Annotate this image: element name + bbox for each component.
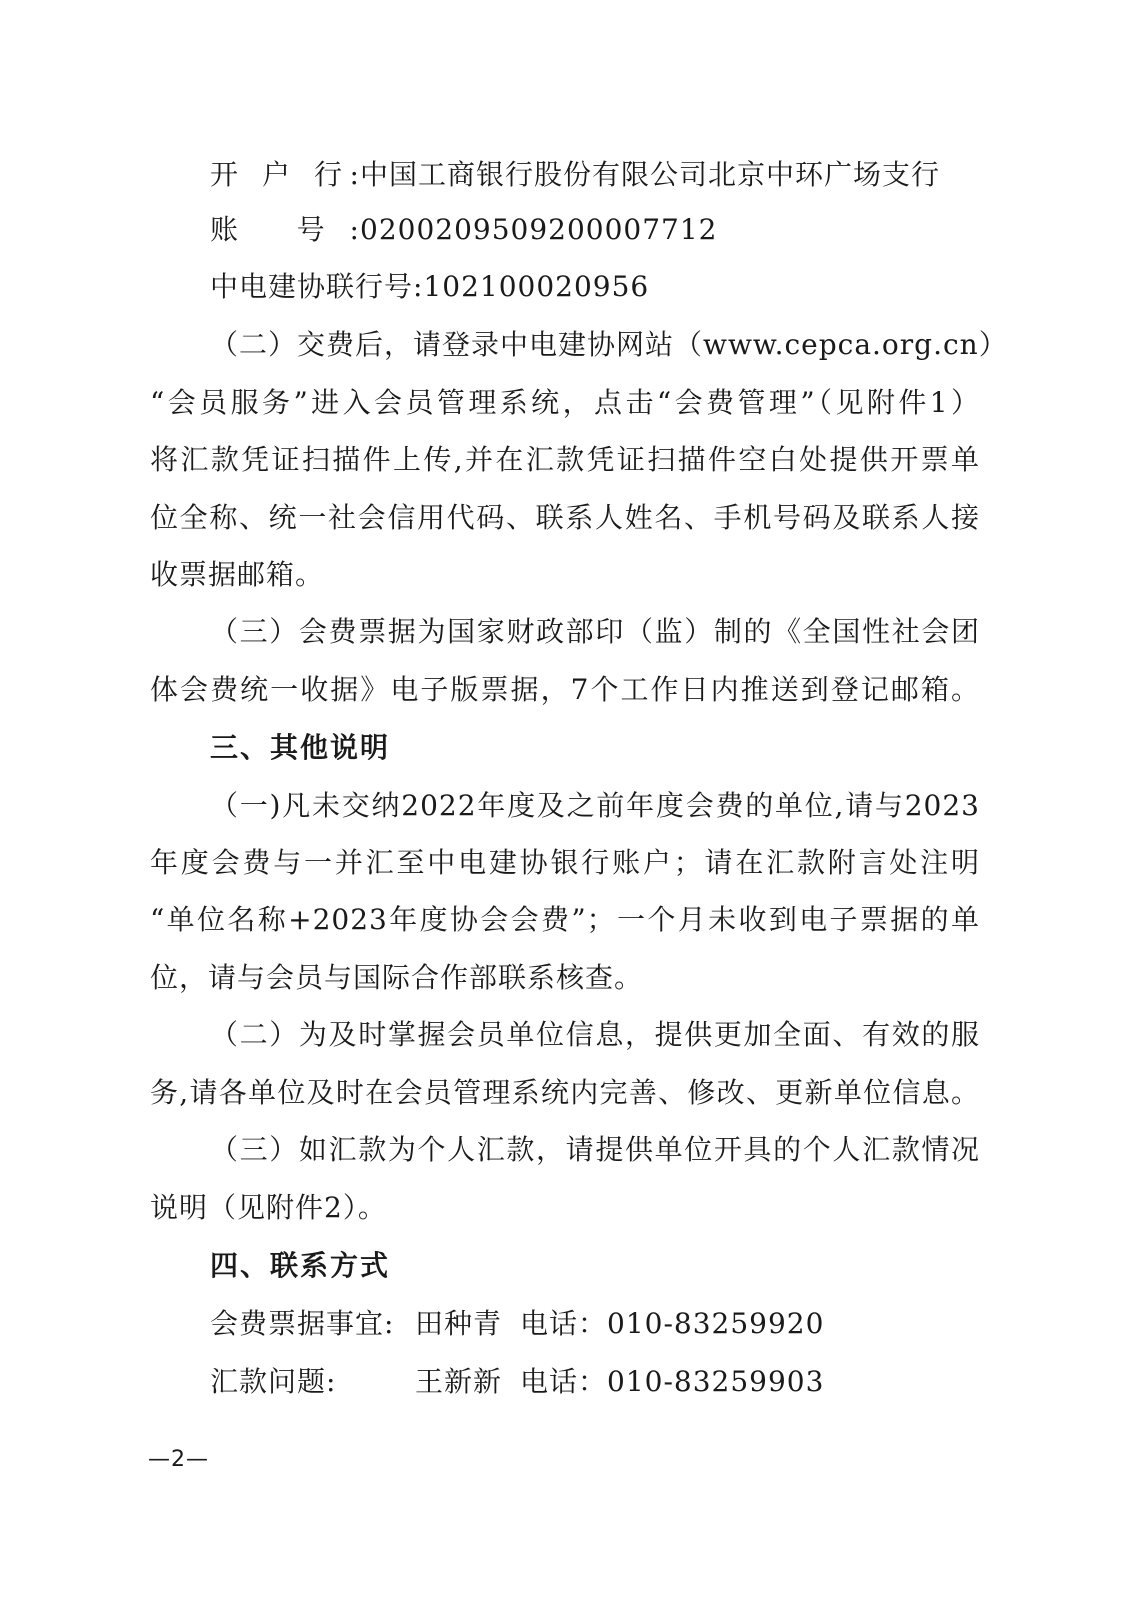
section-heading: 四、联系方式: [210, 1249, 391, 1282]
contact-label: 汇款问题:: [210, 1365, 337, 1398]
account-line: [210, 210, 980, 250]
paragraph-line: 将汇款凭证扫描件上传,并在汇款凭证扫描件空白处提供开票单: [150, 443, 980, 476]
routing-line: [210, 267, 980, 307]
paragraph-line: （二）交费后，请登录中电建协网站（www.cepca.org.cn）: [210, 328, 1008, 361]
routing-label: 中电建协联行号:: [210, 270, 424, 303]
paragraph-line: （一)凡未交纳2022年度及之前年度会费的单位,请与2023: [210, 789, 980, 822]
paragraph-line: 位，请与会员与国际合作部联系核查。: [150, 961, 644, 994]
contact-name: 王新新: [415, 1365, 503, 1398]
account-value: 0200209509200007712: [360, 213, 718, 246]
paragraph-line: 体会费统一收据》电子版票据，7个工作日内推送到登记邮箱。: [150, 673, 980, 706]
section-heading: 三、其他说明: [210, 731, 391, 764]
paragraph-line: “单位名称+2023年度协会会费”；一个月未收到电子票据的单: [150, 903, 980, 936]
paragraph-line: （三）如汇款为个人汇款，请提供单位开具的个人汇款情况: [210, 1133, 980, 1166]
paragraph-line: “会员服务”进入会员管理系统，点击“会费管理”（见附件1）: [150, 386, 980, 419]
contact-name: 田种青: [415, 1307, 503, 1340]
bank-value: 中国工商银行股份有限公司北京中环广场支行: [360, 158, 941, 191]
paragraph-line: （二）为及时掌握会员单位信息，提供更加全面、有效的服: [210, 1018, 980, 1051]
page-number: —2—: [148, 1447, 209, 1472]
contact-phone: 电话：010-83259903: [520, 1365, 825, 1398]
contact-line: [210, 1304, 980, 1344]
paragraph-line: （三）会费票据为国家财政部印（监）制的《全国性社会团: [210, 615, 980, 648]
bank-line: [210, 155, 980, 195]
paragraph-line: 务,请各单位及时在会员管理系统内完善、修改、更新单位信息。: [150, 1076, 980, 1109]
paragraph-line: 收票据邮箱。: [150, 558, 325, 591]
contact-line: [210, 1362, 980, 1402]
contact-label: 会费票据事宜:: [210, 1307, 395, 1340]
paragraph-line: 说明（见附件2）。: [150, 1191, 387, 1224]
account-label: 账 号:: [210, 213, 360, 246]
bank-label: 开 户 行:: [210, 158, 360, 191]
contact-phone: 电话：010-83259920: [520, 1307, 825, 1340]
paragraph-line: 位全称、统一社会信用代码、联系人姓名、手机号码及联系人接: [150, 501, 980, 534]
paragraph-line: 年度会费与一并汇至中电建协银行账户；请在汇款附言处注明: [150, 846, 980, 879]
routing-value: 102100020956: [423, 270, 650, 303]
